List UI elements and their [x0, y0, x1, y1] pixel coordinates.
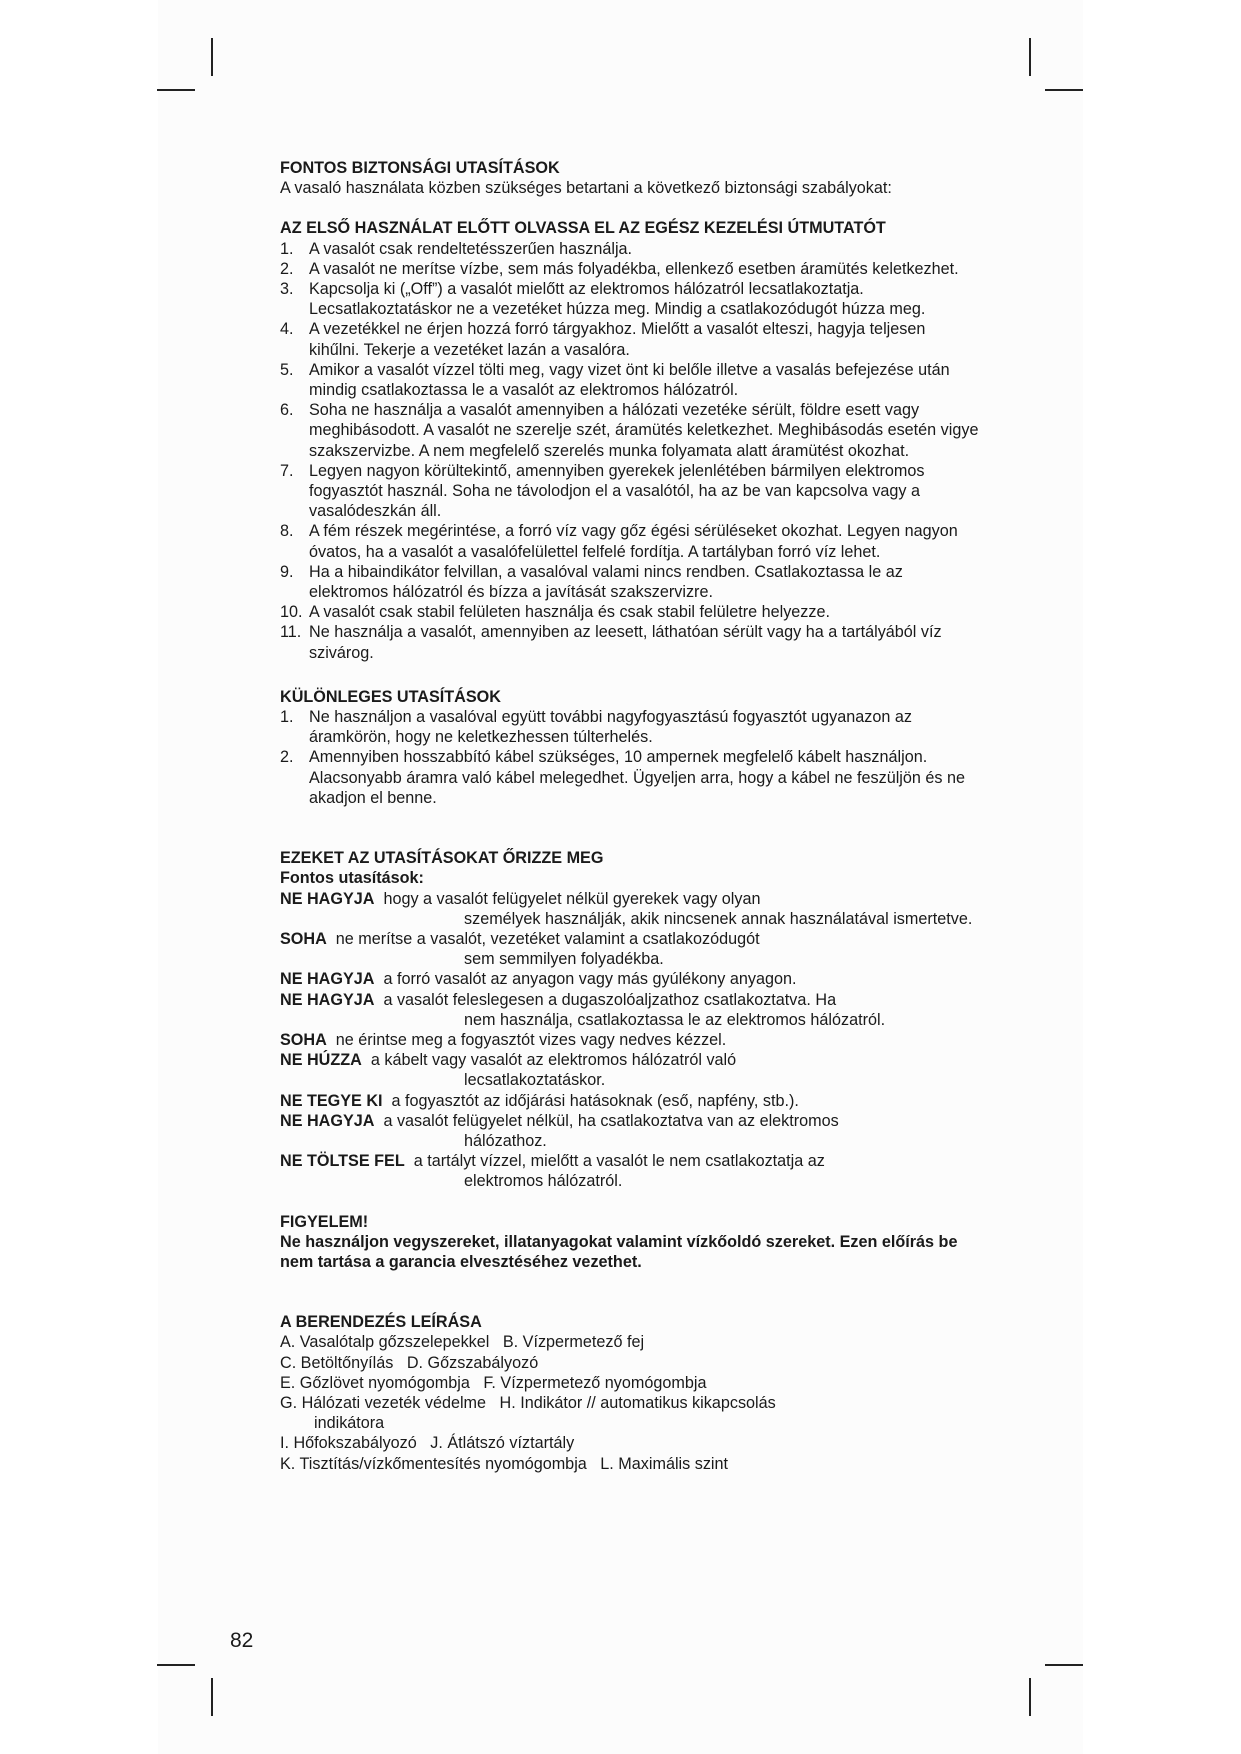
description-line: I. Hőfokszabályozó J. Átlátszó víztartály	[280, 1434, 575, 1453]
crop-mark-top-right-horizontal	[1045, 89, 1083, 91]
instruction-item: NE TEGYE KI a fogyasztót az időjárási hatásoknak (eső, napfény, stb.).	[280, 1091, 799, 1110]
list-item: 1. A vasalót csak rendeltetésszerűen használja.	[280, 239, 633, 258]
keep-subtitle: Fontos utasítások:	[280, 869, 424, 888]
crop-mark-bottom-right-vertical	[1029, 1678, 1031, 1716]
list-item: 5. Amikor a vasalót vízzel tölti meg, vagy vizet önt ki belőle illetve a vasalás befejezése után mindig csatlakoztassa le a vasalót az elektromos hálózatról.	[280, 360, 950, 400]
warning-text: Ne használjon vegyszereket, illatanyagokat valamint vízkőoldó szereket. Ezen előírás be nem tartása a garancia elvesztéséhez vezethet.	[280, 1232, 958, 1271]
instruction-item: SOHA ne merítse a vasalót, vezetéket valamint a csatlakozódugót sem semmilyen folyadékba.	[280, 929, 760, 969]
crop-mark-top-left-horizontal	[157, 89, 195, 91]
description-line: K. Tisztítás/vízkőmentesítés nyomógombja L. Maximális szint	[280, 1454, 729, 1473]
manual-content	[280, 158, 980, 1474]
description-line: E. Gőzlövet nyomógombja F. Vízpermetező nyomógombja	[280, 1373, 707, 1392]
crop-mark-bottom-right-horizontal	[1045, 1664, 1083, 1666]
instruction-item: NE HÚZZA a kábelt vagy vasalót az elektromos hálózatról való lecsatlakoztatáskor.	[280, 1051, 737, 1090]
instruction-item: NE HAGYJA a vasalót feleslegesen a dugaszolóaljzathoz csatlakoztatva. Ha nem használja, csatlakoztassa le az elektromos hálózatról.	[280, 990, 886, 1029]
list-item: 3. Kapcsolja ki („Off”) a vasalót mielőtt az elektromos hálózatról lecsatlakoztatja. Lecsatlakoztatáskor ne a vezetéket húzza meg. Mindig a csatlakozódugót húzza meg.	[280, 280, 926, 319]
before-use-title: AZ ELSŐ HASZNÁLAT ELŐTT OLVASSA EL AZ EGÉSZ KEZELÉSI ÚTMUTATÓT	[280, 219, 886, 238]
instruction-item: NE HAGYJA a vasalót felügyelet nélkül, ha csatlakoztatva van az elektromos hálózathoz.	[280, 1111, 839, 1150]
crop-mark-top-left-vertical	[211, 38, 213, 76]
list-item: 9. Ha a hibaindikátor felvillan, a vasalóval valami nincs rendben. Csatlakoztassa le az elektromos hálózatról és bízza a javítását szakszervizre.	[280, 562, 903, 602]
list-item: 1. Ne használjon a vasalóval együtt további nagyfogyasztású fogyasztót ugyanazon az áramkörön, hogy ne keletkezhessen túlterhelés.	[280, 708, 912, 747]
special-list	[280, 707, 980, 808]
instruction-item: SOHA ne érintse meg a fogyasztót vizes vagy nedves kézzel.	[280, 1030, 727, 1049]
instruction-item: NE HAGYJA a forró vasalót az anyagon vagy más gyúlékony anyagon.	[280, 970, 797, 989]
warning-title: FIGYELEM!	[280, 1212, 369, 1231]
list-item: 2. A vasalót ne merítse vízbe, sem más folyadékba, ellenkező esetben áramütés keletkezhet.	[280, 259, 959, 278]
description-line: C. Betöltőnyílás D. Gőzszabályozó	[280, 1353, 539, 1372]
crop-mark-bottom-left-horizontal	[157, 1664, 195, 1666]
description-line: G. Hálózati vezeték védelme H. Indikátor // automatikus kikapcsolás	[280, 1393, 776, 1412]
list-item: 4. A vezetékkel ne érjen hozzá forró tárgyakhoz. Mielőtt a vasalót elteszi, hagyja teljesen kihűlni. Tekerje a vezetéket lazán a vasalóra.	[280, 320, 926, 359]
list-item: 7. Legyen nagyon körültekintő, amennyiben gyerekek jelenlétében bármilyen elektromos fogyasztót használ. Soha ne távolodjon el a vasalótól, ha az be van kapcsolva vagy a vasalódeszkán áll.	[280, 461, 925, 521]
safety-intro: A vasaló használata közben szükséges betartani a következő biztonsági szabályokat:	[280, 179, 892, 198]
special-title: KÜLÖNLEGES UTASÍTÁSOK	[280, 687, 501, 706]
list-item: 2. Amennyiben hosszabbító kábel szükséges, 10 ampernek megfelelő kábelt használjon. Alacsonyabb áramra való kábel melegedhet. Ügyeljen arra, hogy a kábel ne feszüljön és ne akadjon el benne.	[280, 748, 965, 807]
description-title: A BERENDEZÉS LEÍRÁSA	[280, 1313, 482, 1332]
list-item: 6. Soha ne használja a vasalót amennyiben a hálózati vezetéke sérült, földre esett vagy meghibásodott. A vasalót ne szerelje szét, áramütés keletkezhet. Meghibásodás esetén vigye szakszervizbe. A nem megfelelő szerelés munka folyamata alatt áramütést okozhat.	[280, 401, 979, 460]
instruction-item: NE TÖLTSE FEL a tartályt vízzel, mielőtt a vasalót le nem csatlakoztatja az elektromos hálózatról.	[280, 1152, 825, 1191]
before-use-list	[280, 239, 980, 663]
description-line-continued: indikátora	[314, 1414, 385, 1433]
list-item: 11. Ne használja a vasalót, amennyiben az leesett, láthatóan sérült vagy ha a tartályából víz szivárog.	[280, 623, 942, 662]
list-item: 10. A vasalót csak stabil felületen használja és csak stabil felületre helyezze.	[280, 603, 830, 622]
keep-title: EZEKET AZ UTASÍTÁSOKAT ŐRIZZE MEG	[280, 849, 604, 868]
page-number: 82	[230, 1629, 254, 1652]
description-line: A. Vasalótalp gőzszelepekkel B. Vízpermetező fej	[280, 1333, 645, 1352]
crop-mark-bottom-left-vertical	[211, 1678, 213, 1716]
list-item: 8. A fém részek megérintése, a forró víz vagy gőz égési sérüléseket okozhat. Legyen nagyon óvatos, ha a vasalót a vasalófelülettel felfelé fordítja. A tartályban forró víz lehet.	[280, 522, 958, 561]
crop-mark-top-right-vertical	[1029, 38, 1031, 76]
instruction-item: NE HAGYJA hogy a vasalót felügyelet nélkül gyerekek vagy olyan személyek használják, akik nincsenek annak használatával ismertetve.	[280, 889, 973, 928]
safety-title: FONTOS BIZTONSÁGI UTASÍTÁSOK	[280, 159, 560, 177]
